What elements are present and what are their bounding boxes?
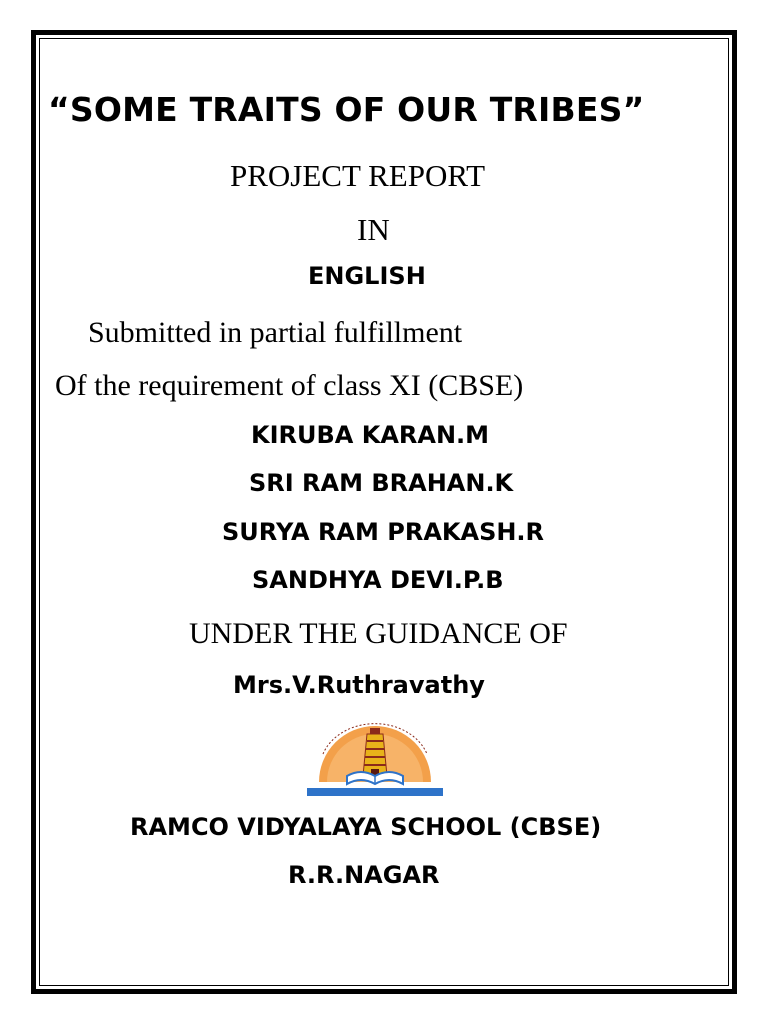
submission-line-2: Of the requirement of class XI (CBSE)	[55, 369, 524, 402]
submission-line-1: Submitted in partial fulfillment	[88, 316, 463, 349]
teacher-name: Mrs.V.Ruthravathy	[233, 671, 485, 699]
student-name: SURYA RAM PRAKASH.R	[222, 518, 545, 546]
subject-name: ENGLISH	[308, 262, 426, 290]
guidance-label: UNDER THE GUIDANCE OF	[189, 617, 568, 650]
student-name: SRI RAM BRAHAN.K	[249, 469, 514, 497]
report-in: IN	[357, 212, 390, 247]
student-name: KIRUBA KARAN.M	[251, 421, 490, 449]
report-type: PROJECT REPORT	[230, 158, 486, 193]
project-title: “SOME TRAITS OF OUR TRIBES”	[48, 90, 645, 129]
emblem-base	[307, 788, 443, 796]
school-name: RAMCO VIDYALAYA SCHOOL (CBSE)	[130, 813, 602, 841]
school-location: R.R.NAGAR	[288, 861, 440, 889]
school-emblem-icon	[305, 714, 445, 798]
student-name: SANDHYA DEVI.P.B	[252, 566, 504, 594]
